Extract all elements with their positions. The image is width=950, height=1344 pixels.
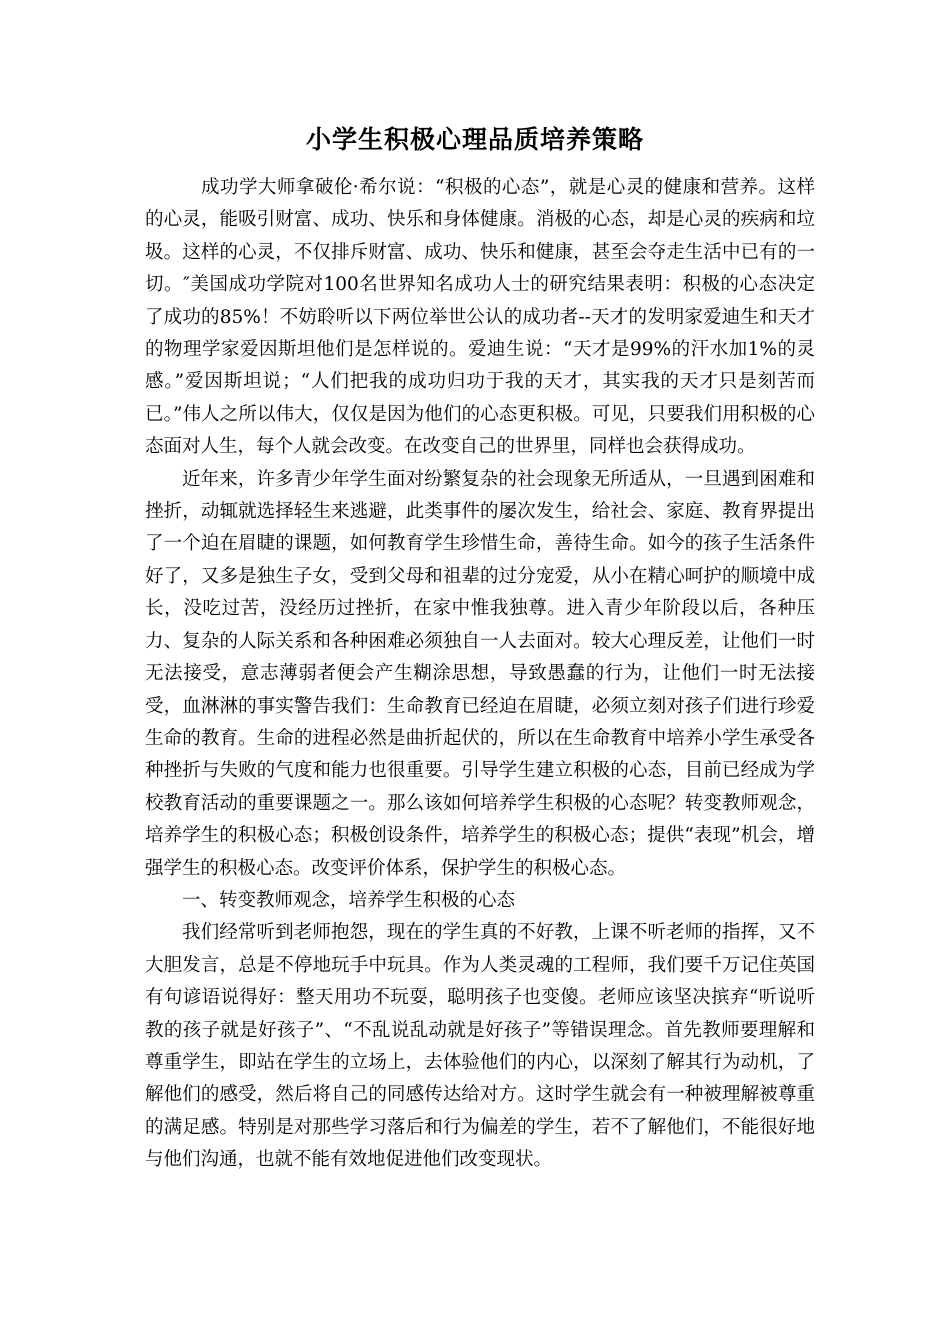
document-body [145,172,815,1177]
section-heading-1: 一、转变教师观念，培养学生积极的心态 [182,889,516,911]
paragraph-section-1: 我们经常听到老师抱怨，现在的学生真的不好教，上课不听老师的指挥，又不大胆发言，总是不停地玩手中玩具。作为人类灵魂的工程师，我们要千万记住英国有句谚语说得好：整天用功不玩耍，聪明孩子也变傻。老师应该坚决摈弃“听说听教的孩子就是好孩子”、“不乱说乱动就是好孩子”等错误理念。首先教师要理解和尊重学生，即站在学生的立场上，去体验他们的内心，以深刻了解其行为动机，了解他们的感受，然后将自己的同感传达给对方。这时学生就会有一种被理解被尊重的满足感。特别是对那些学习落后和行为偏差的学生，若不了解他们，不能很好地与他们沟通，也就不能有效地促进他们改变现状。 [145,922,815,1171]
paragraph-intro: 成功学大师拿破伦·希尔说：“积极的心态”，就是心灵的健康和营养。这样的心灵，能吸引财富、成功、快乐和身体健康。消极的心态，却是心灵的疾病和垃圾。这样的心灵，不仅排斥财富、成功、快乐和健康，甚至会夺走生活中已有的一切。″美国成功学院对100名世界知名成功人士的研究结果表明：积极的心态决定了成功的85%！不妨聆听以下两位举世公认的成功者--天才的发明家爱迪生和天才的物理学家爱因斯坦他们是怎样说的。爱迪生说：“天才是99%的汗水加1%的灵感。”爱因斯坦说；“人们把我的成功归功于我的天才，其实我的天才只是刻苦而已。”伟人之所以伟大，仅仅是因为他们的心态更积极。可见，只要我们用积极的心态面对人生，每个人就会改变。在改变自己的世界里，同样也会获得成功。 [145,177,815,458]
document-title: 小学生积极心理品质培养策略 [305,125,644,154]
paragraph-background: 近年来，许多青少年学生面对纷繁复杂的社会现象无所适从，一旦遇到困难和挫折，动辄就选择轻生来逃避，此类事件的屡次发生，给社会、家庭、教育界提出了一个迫在眉睫的课题，如何教育学生珍惜生命，善待生命。如今的孩子生活条件好了，又多是独生子女，受到父母和祖辈的过分宠爱，从小在精心呵护的顺境中成长，没吃过苦，没经历过挫折，在家中惟我独尊。进入青少年阶段以后，各种压力、复杂的人际关系和各种困难必须独自一人去面对。较大心理反差，让他们一时无法接受，意志薄弱者便会产生糊涂思想，导致愚蠢的行为，让他们一时无法接受，血淋淋的事实警告我们：生命教育已经迫在眉睫，必须立刻对孩子们进行珍爱生命的教育。生命的进程必然是曲折起伏的，所以在生命教育中培养小学生承受各种挫折与失败的气度和能力也很重要。引导学生建立积极的心态，目前已经成为学校教育活动的重要课题之一。那么该如何培养学生积极的心态呢？转变教师观念，培养学生的积极心态；积极创设条件，培养学生的积极心态；提供“表现”机会，增强学生的积极心态。改变评价体系，保护学生的积极心态。 [145,468,815,879]
